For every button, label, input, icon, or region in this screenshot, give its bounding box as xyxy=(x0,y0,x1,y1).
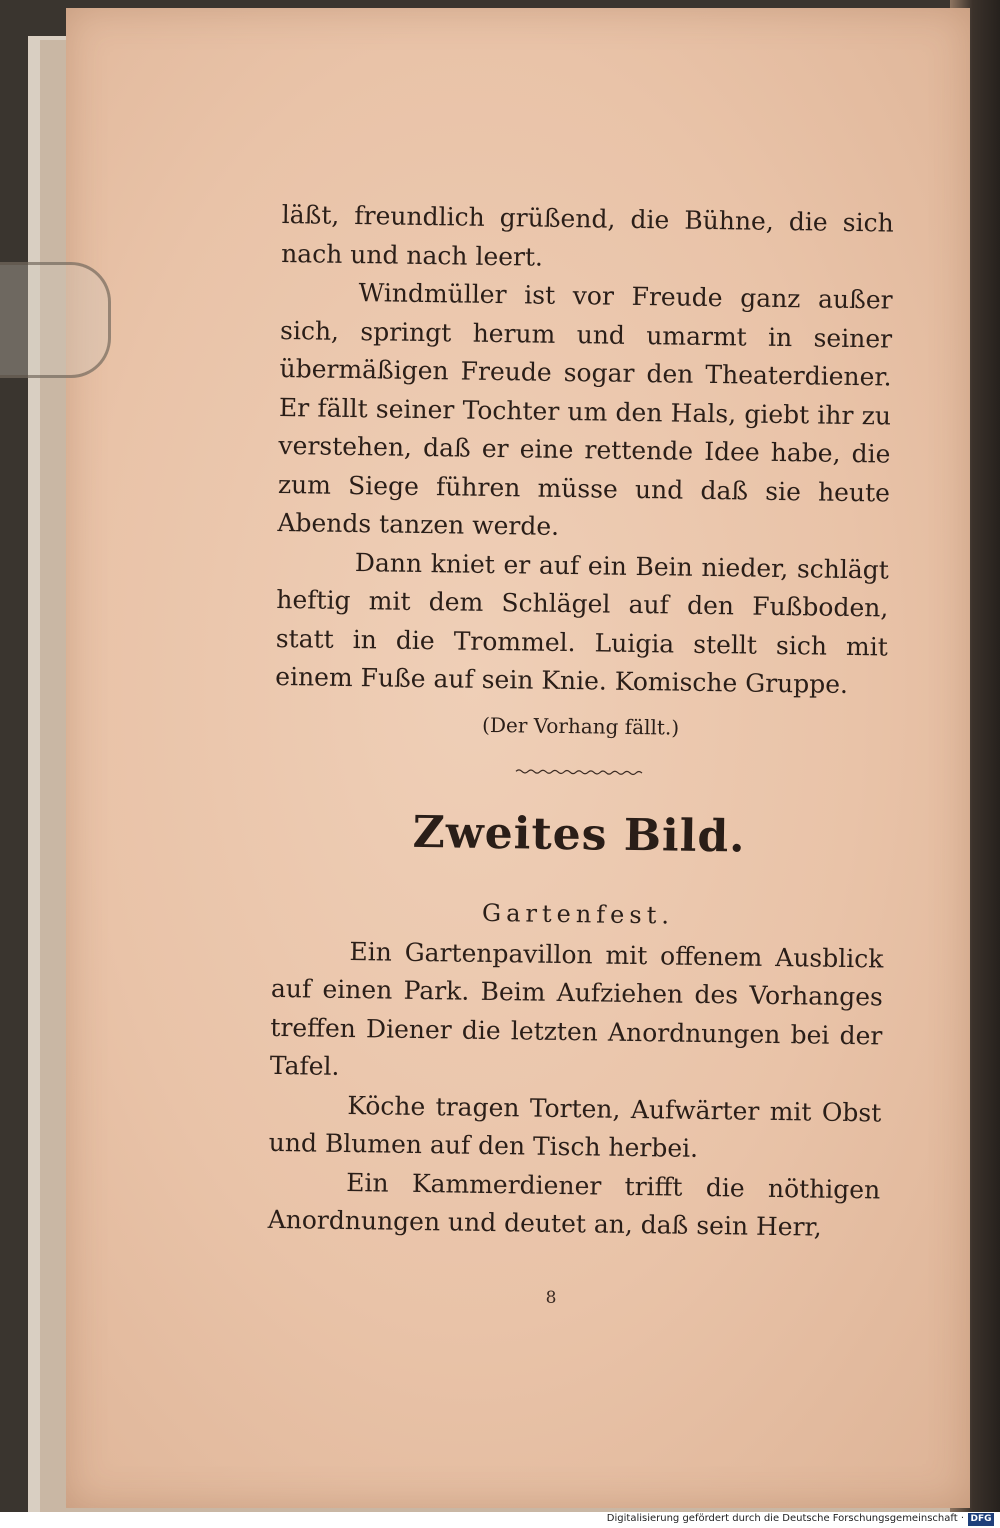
scene-paragraph-2: Köche tragen Torten, Aufwärter mit Obst und Blumen auf den Tisch herbei. xyxy=(268,1090,882,1163)
scene-paragraph-1: Ein Gartenpavillon mit offenem Ausblick auf einen Park. Beim Aufziehen des Vorhanges treffen Diener die letzten Anordnungen bei der Tafel. xyxy=(269,936,884,1081)
paragraph-3: Dann kniet er auf ein Bein nieder, schlägt heftig mit dem Schlägel auf den Fußboden, statt in die Trommel. Luigia stellt sich mit einem Fuße auf sein Knie. Komische Gruppe. xyxy=(275,547,890,699)
scene-paragraph-3: Ein Kammerdiener trifft die nöthigen Anordnungen und deutet an, daß sein Herr, xyxy=(267,1167,881,1242)
bookmark-clip xyxy=(0,262,111,378)
page-text-block xyxy=(267,196,894,1248)
stage-direction: (Der Vorhang fällt.) xyxy=(481,712,680,740)
ornamental-divider xyxy=(514,766,646,778)
page-number: 8 xyxy=(545,1288,557,1308)
footer-credit: Digitalisierung gefördert durch die Deutsche Forschungsgemeinschaft · xyxy=(606,1513,964,1524)
scene-title: Zweites Bild. xyxy=(412,806,746,863)
book-page xyxy=(66,8,970,1508)
dfg-logo: DFG xyxy=(968,1513,994,1526)
scene-subtitle: Gartenfest. xyxy=(481,898,675,930)
paragraph-2: Windmüller ist vor Freude ganz außer sich, springt herum und umarmt in seiner übermäßigen Freude sogar den Theaterdiener. Er fällt seiner Tochter um den Hals, giebt ihr zu verstehen, daß er eine rettende Idee habe, die zum Siege führen müsse und daß sie heute Abends tanzen werde. xyxy=(277,278,893,541)
paragraph-1: läßt, freundlich grüßend, die Bühne, die sich nach und nach leert. xyxy=(281,199,894,272)
